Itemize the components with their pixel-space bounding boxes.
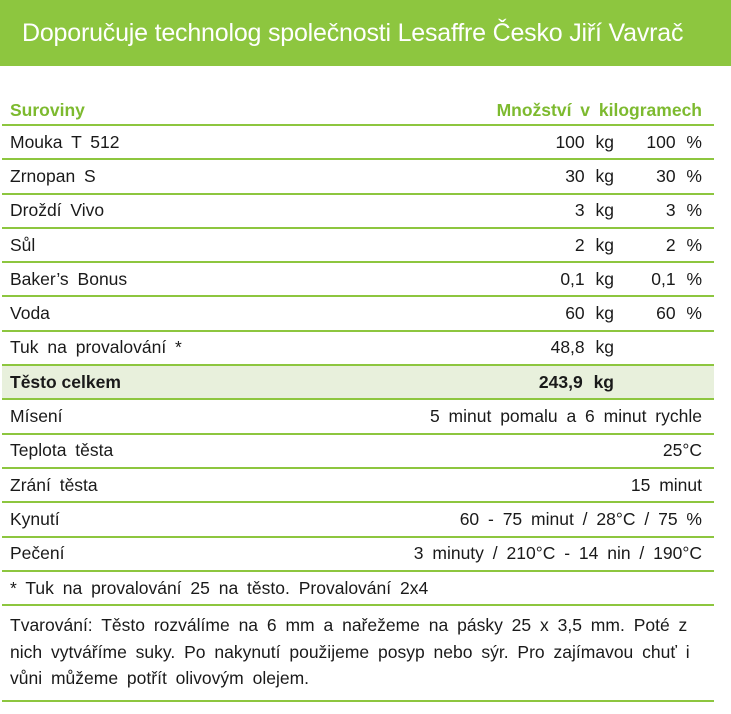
process-row: [2, 503, 714, 537]
process-name: Zrání těsta: [10, 474, 98, 495]
process-row: [2, 469, 714, 503]
ingredient-pct: 2 %: [665, 234, 702, 255]
process-value: 3 minuty / 210°C - 14 nin / 190°C: [413, 543, 702, 564]
table-row: [2, 297, 714, 331]
ingredient-kg: 30 kg: [565, 165, 614, 186]
ingredient-kg: 100 kg: [555, 131, 614, 152]
process-value: 60 - 75 minut / 28°C / 75 %: [459, 508, 702, 529]
table-row: [2, 126, 714, 160]
process-row: [2, 435, 714, 469]
table-row: [2, 332, 714, 366]
process-name: Teplota těsta: [10, 440, 114, 461]
total-kg: 243,9 kg: [538, 371, 614, 392]
ingredient-kg: 3 kg: [574, 200, 614, 221]
ingredient-name: Voda: [10, 303, 50, 324]
header-amount: Množství v kilogramech: [496, 99, 702, 120]
ingredient-kg: 0,1 kg: [560, 268, 614, 289]
ingredient-pct: 3 %: [665, 200, 702, 221]
recommendation-banner: [0, 0, 731, 66]
process-name: Kynutí: [10, 508, 60, 529]
total-row: [2, 366, 714, 400]
table-row: [2, 229, 714, 263]
banner-title: Doporučuje technolog společnosti Lesaffre Česko Jiří Vavrač: [22, 19, 684, 47]
ingredient-name: Tuk na provalování *: [10, 337, 182, 358]
ingredient-kg: 48,8 kg: [550, 337, 614, 358]
shaping-instructions: Tvarování: Těsto rozválíme na 6 mm a nařežeme na pásky 25 x 3,5 mm. Poté z nich vytváříme suky. Po nakynutí použijeme posyp nebo sýr. Pro zajímavou chuť i vůni můžeme potřít olivovým olejem.: [2, 606, 714, 702]
ingredient-kg: 60 kg: [565, 303, 614, 324]
table-row: [2, 160, 714, 194]
ingredient-name: Zrnopan S: [10, 165, 96, 186]
process-row: [2, 538, 714, 572]
total-label: Těsto celkem: [10, 371, 121, 392]
process-row: [2, 400, 714, 434]
ingredient-pct: 30 %: [656, 165, 702, 186]
ingredient-name: Mouka T 512: [10, 131, 120, 152]
ingredient-pct: 0,1 %: [651, 268, 702, 289]
header-ingredients: Suroviny: [10, 99, 85, 120]
ingredient-kg: 2 kg: [574, 234, 614, 255]
table-header: [2, 96, 714, 126]
process-value: 15 minut: [630, 474, 702, 495]
ingredient-pct: 100 %: [646, 131, 702, 152]
ingredient-name: Droždí Vivo: [10, 200, 105, 221]
process-name: Mísení: [10, 406, 63, 427]
footnote: * Tuk na provalování 25 na těsto. Provalování 2x4: [2, 572, 714, 606]
process-value: 5 minut pomalu a 6 minut rychle: [429, 406, 702, 427]
process-value: 25°C: [662, 440, 702, 461]
table-row: [2, 263, 714, 297]
process-name: Pečení: [10, 543, 65, 564]
ingredient-name: Baker’s Bonus: [10, 268, 128, 289]
table-row: [2, 195, 714, 229]
ingredient-name: Sůl: [10, 234, 36, 255]
recipe-table: [2, 96, 714, 702]
ingredient-pct: 60 %: [656, 303, 702, 324]
